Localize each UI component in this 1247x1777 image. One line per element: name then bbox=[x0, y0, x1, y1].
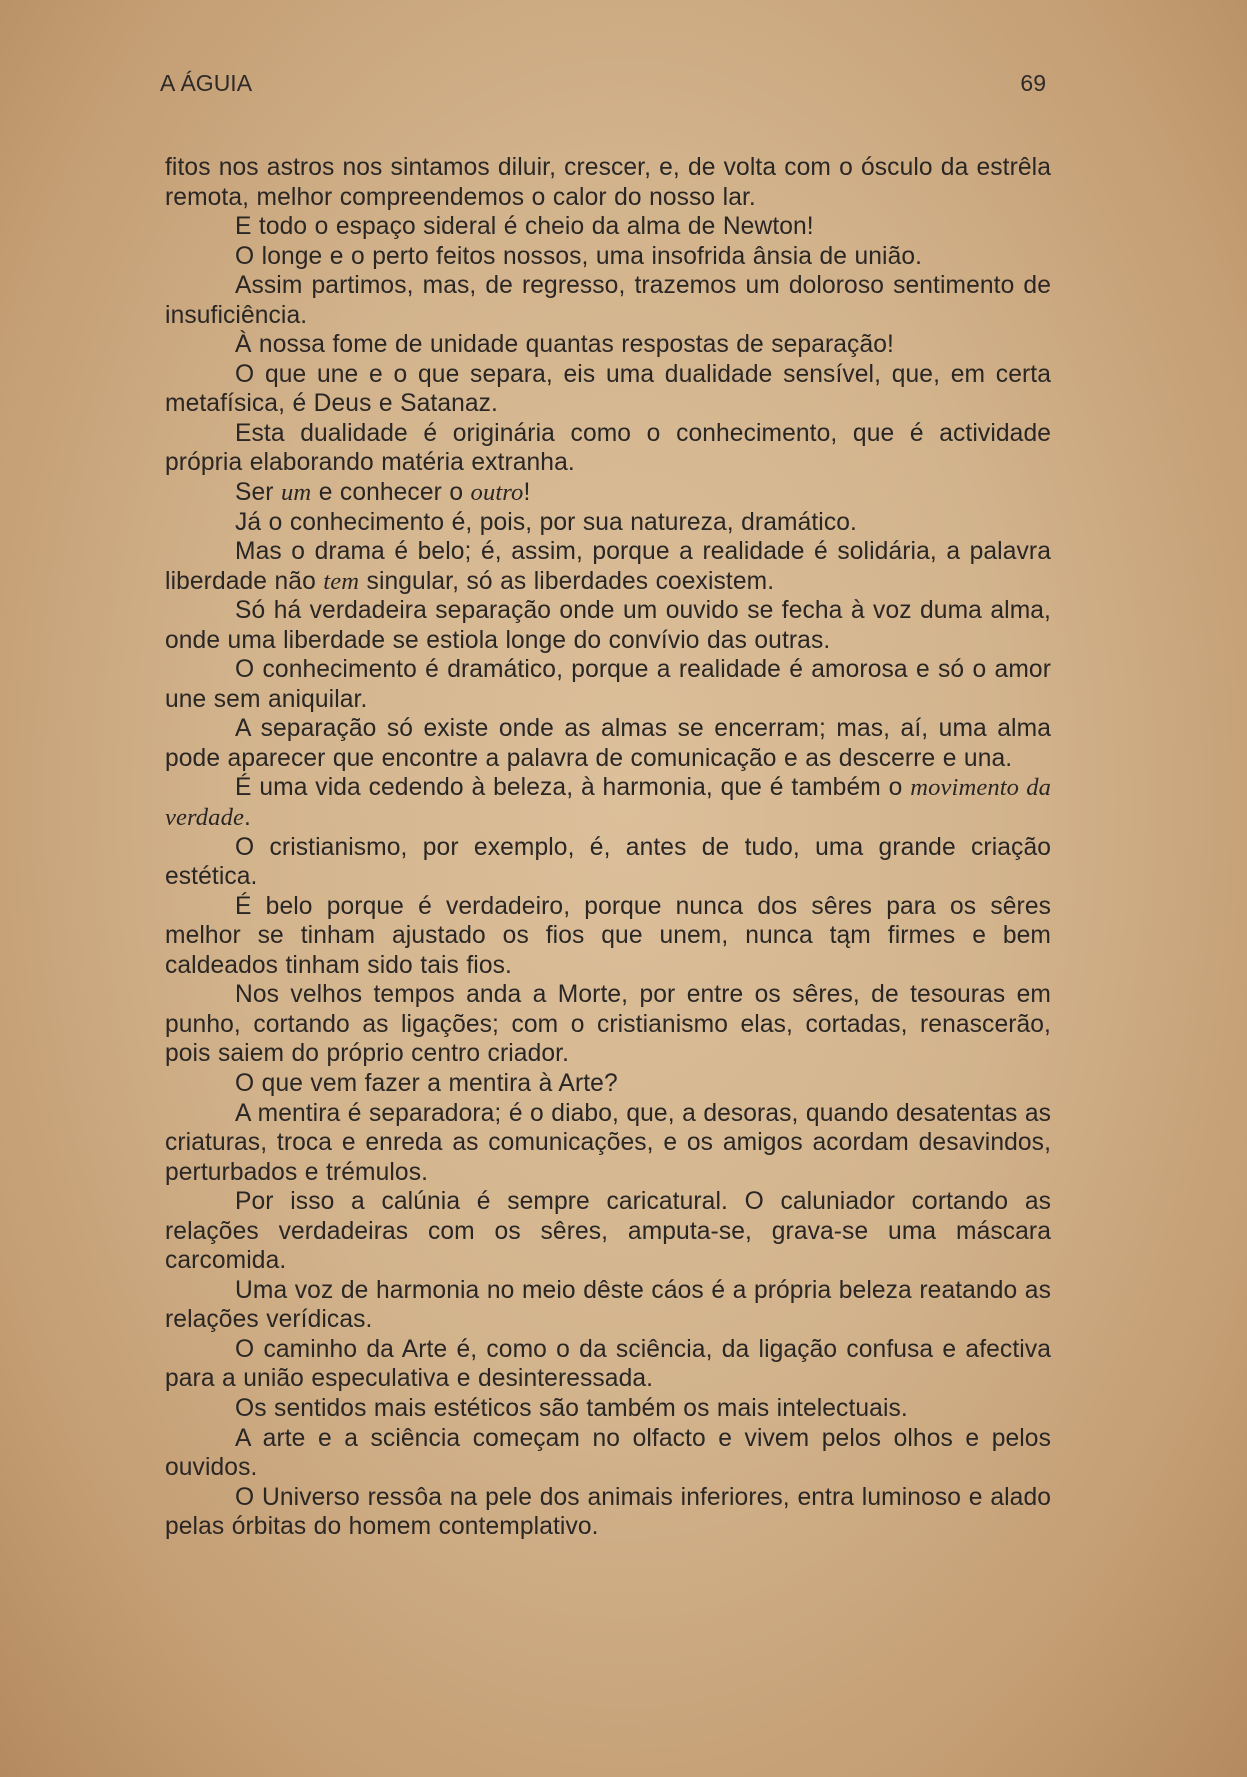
paragraph: Os sentidos mais estéticos são também os mais intelectuais. bbox=[235, 1394, 908, 1422]
italic-emphasis: tem bbox=[323, 567, 360, 595]
paragraph: É uma vida cedendo à beleza, à harmonia, que é também o movimento da verdade. bbox=[165, 774, 1051, 832]
paragraph: Ser um e conhecer o outro! bbox=[235, 479, 531, 507]
paragraph: Esta dualidade é originária como o conhecimento, que é actividade própria elaborando matéria extranha. bbox=[165, 419, 1051, 477]
italic-emphasis: movimento da verdade bbox=[165, 774, 1051, 832]
paragraph: Assim partimos, mas, de regresso, trazemos um doloroso sentimento de insuficiência. bbox=[165, 272, 1051, 329]
italic-emphasis: outro bbox=[470, 479, 524, 507]
paragraph: É belo porque é verdadeiro, porque nunca dos sêres para os sêres melhor se tinham ajustado os fios que unem, nunca tąm firmes e bem caldeados tinham sido tais fios. bbox=[165, 892, 1051, 979]
paragraph: A arte e a sciência começam no olfacto e vivem pelos olhos e pelos ouvidos. bbox=[165, 1424, 1051, 1482]
page-number: 69 bbox=[1020, 70, 1046, 96]
paragraph: O Universo ressôa na pele dos animais inferiores, entra luminoso e alado pelas órbitas do homem contemplativo. bbox=[165, 1483, 1051, 1541]
paragraph: O que vem fazer a mentira à Arte? bbox=[235, 1069, 618, 1097]
paragraph: fitos nos astros nos sintamos diluir, crescer, e, de volta com o ósculo da estrêla remota, melhor compreendemos o calor do nosso lar. bbox=[165, 154, 1051, 211]
paragraph: A mentira é separadora; é o diabo, que, a desoras, quando desatentas as criaturas, troca e enreda as comunicações, e os amigos acordam desavindos, perturbados e trémulos. bbox=[165, 1099, 1051, 1186]
paragraph: O caminho da Arte é, como o da sciência, da ligação confusa e afectiva para a união especulativa e desinteressada. bbox=[165, 1335, 1051, 1393]
journal-title: A ÁGUIA bbox=[160, 70, 253, 96]
paragraph: Mas o drama é belo; é, assim, porque a realidade é solidária, a palavra liberdade não tem singular, só as liberdades coexistem. bbox=[165, 538, 1051, 595]
paragraph: Nos velhos tempos anda a Morte, por entre os sêres, de tesouras em punho, cortando as ligações; com o cristianismo elas, cortadas, renascerão, pois saiem do próprio centro criador. bbox=[165, 981, 1051, 1068]
italic-emphasis: um bbox=[281, 479, 312, 507]
paragraph: À nossa fome de unidade quantas respostas de separação! bbox=[235, 331, 894, 359]
paragraph: E todo o espaço sideral é cheio da alma de Newton! bbox=[235, 213, 814, 241]
paragraph: Uma voz de harmonia no meio dêste cáos é a própria beleza reatando as relações verídicas. bbox=[165, 1276, 1051, 1334]
paragraph: A separação só existe onde as almas se encerram; mas, aí, uma alma pode aparecer que encontre a palavra de comunicação e as descerre e una. bbox=[165, 715, 1051, 772]
paragraph: Já o conhecimento é, pois, por sua natureza, dramático. bbox=[235, 508, 857, 536]
paragraph: Por isso a calúnia é sempre caricatural. O caluniador cortando as relações verdadeiras com os sêres, amputa-se, grava-se uma máscara carcomida. bbox=[165, 1188, 1051, 1275]
running-head bbox=[160, 70, 1046, 100]
paragraph: O cristianismo, por exemplo, é, antes de tudo, uma grande criação estética. bbox=[165, 833, 1051, 891]
paragraph: O que une e o que separa, eis uma dualidade sensível, que, em certa metafísica, é Deus e Satanaz. bbox=[165, 360, 1051, 418]
paragraph: Só há verdadeira separação onde um ouvido se fecha à voz duma alma, onde uma liberdade se estiola longe do convívio das outras. bbox=[165, 597, 1051, 654]
paragraph: O conhecimento é dramático, porque a realidade é amorosa e só o amor une sem aniquilar. bbox=[165, 656, 1051, 713]
paragraph: O longe e o perto feitos nossos, uma insofrida ânsia de união. bbox=[235, 242, 923, 270]
body-text bbox=[165, 153, 1051, 1542]
